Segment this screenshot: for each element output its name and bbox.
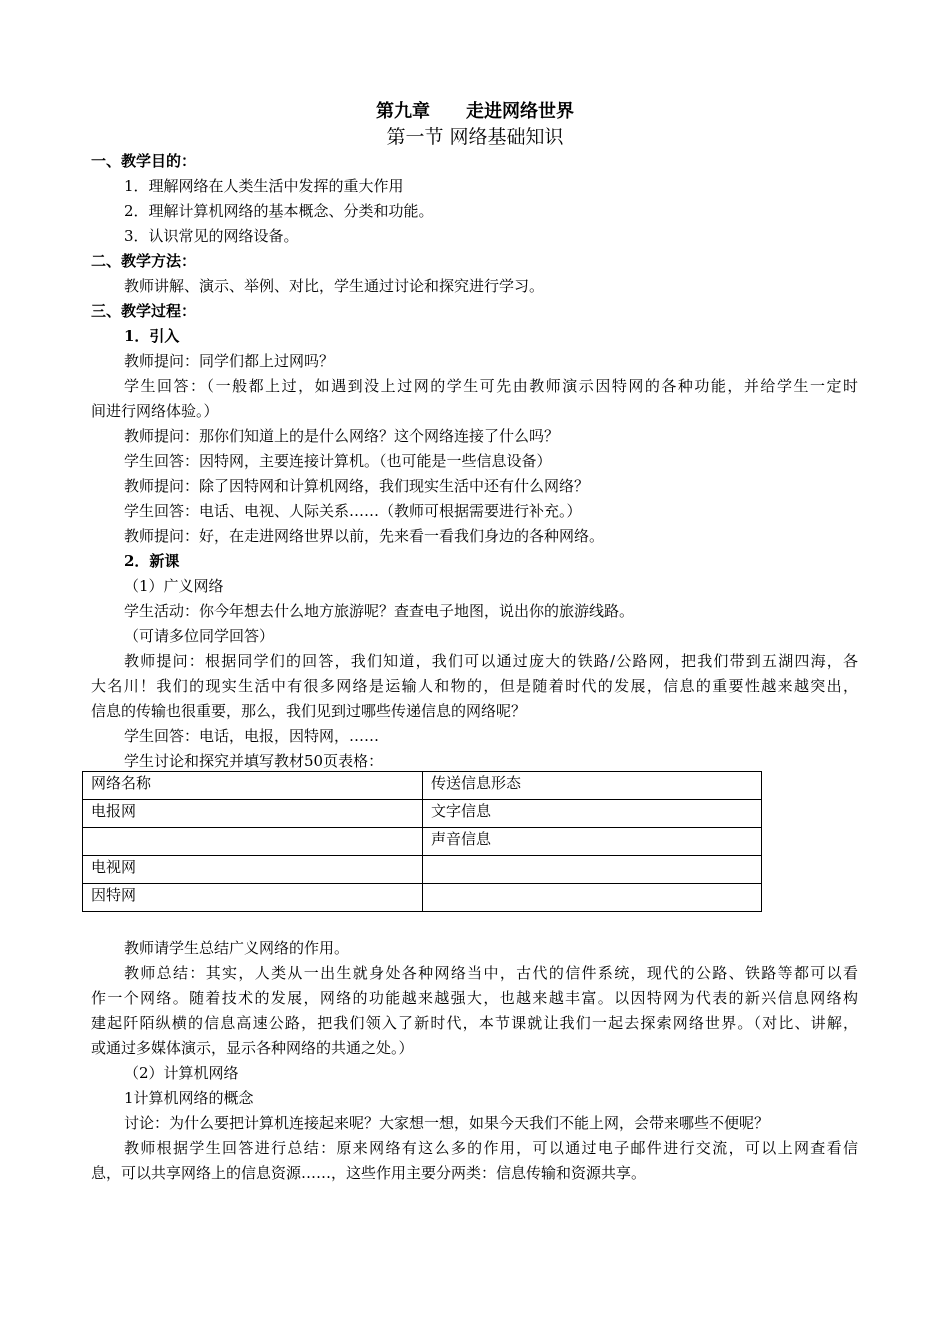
summary-line: 建起阡陌纵横的信息高速公路，把我们领入了新时代，本节课就让我们一起去探索网络世界。（对比、讲解， — [91, 1014, 858, 1032]
network-table — [82, 771, 762, 912]
intro-line: 学生回答：因特网，主要连接计算机。（也可能是一些信息设备） — [124, 452, 552, 470]
section-title: 第一节 网络基础知识 — [386, 126, 564, 148]
summary-line: 教师请学生总结广义网络的作用。 — [124, 939, 350, 957]
new-lesson-heading: 2．新课 — [124, 552, 180, 570]
methods-heading: 二、教学方法： — [91, 252, 197, 270]
goals-heading: 一、教学目的： — [91, 152, 197, 170]
computer-network-heading: （2）计算机网络 — [124, 1064, 239, 1082]
summary-line: 作一个网络。随着技术的发展，网络的功能越来越强大，也越来越丰富。以因特网为代表的新兴信息网络构 — [91, 989, 858, 1007]
table-cell — [83, 828, 423, 856]
computer-line: 息，可以共享网络上的信息资源……，这些作用主要分两类：信息传输和资源共享。 — [91, 1164, 647, 1182]
broad-line: 学生活动：你今年想去什么地方旅游呢？查查电子地图，说出你的旅游线路。 — [124, 602, 635, 620]
table-row — [83, 884, 762, 912]
intro-line: 教师提问：除了因特网和计算机网络，我们现实生活中还有什么网络？ — [124, 477, 590, 495]
intro-line: 学生回答：电话、电视、人际关系……（教师可根据需要进行补充。） — [124, 502, 582, 520]
table-cell: 电报网 — [83, 800, 423, 828]
intro-line: 学生回答：（一般都上过，如遇到没上过网的学生可先由教师演示因特网的各种功能，并给学生一定时 — [124, 377, 858, 395]
intro-line: 教师提问：好，在走进网络世界以前，先来看一看我们身边的各种网络。 — [124, 527, 605, 545]
table-header-cell: 传送信息形态 — [423, 772, 762, 800]
broad-line: 信息的传输也很重要，那么，我们见到过哪些传递信息的网络呢？ — [91, 702, 527, 720]
goal-item: 1．理解网络在人类生活中发挥的重大作用 — [124, 177, 404, 195]
table-row — [83, 828, 762, 856]
methods-text: 教师讲解、演示、举例、对比，学生通过讨论和探究进行学习。 — [124, 277, 545, 295]
goal-item: 2．理解计算机网络的基本概念、分类和功能。 — [124, 202, 434, 220]
computer-line: 1计算机网络的概念 — [124, 1089, 254, 1107]
table-header-row — [83, 772, 762, 800]
table-cell: 文字信息 — [423, 800, 762, 828]
computer-line: 教师根据学生回答进行总结：原来网络有这么多的作用，可以通过电子邮件进行交流，可以上网查看信 — [124, 1139, 858, 1157]
table-cell: 声音信息 — [423, 828, 762, 856]
table-cell — [423, 856, 762, 884]
table-cell — [423, 884, 762, 912]
summary-line: 教师总结：其实，人类从一出生就身处各种网络当中，古代的信件系统，现代的公路、铁路等都可以看 — [124, 964, 858, 982]
chapter-title — [0, 100, 950, 124]
table-header-cell: 网络名称 — [83, 772, 423, 800]
intro-heading: 1．引入 — [124, 327, 180, 345]
chapter-name: 走进网络世界 — [466, 101, 574, 122]
broad-line: 教师提问：根据同学们的回答，我们知道，我们可以通过庞大的铁路/公路网，把我们带到五湖四海，各 — [124, 652, 858, 670]
table-cell: 因特网 — [83, 884, 423, 912]
broad-line: 学生回答：电话，电报，因特网，…… — [124, 727, 380, 745]
table-cell: 电视网 — [83, 856, 423, 884]
intro-line: 教师提问：那你们知道上的是什么网络？这个网络连接了什么吗？ — [124, 427, 560, 445]
broad-line: （可请多位同学回答） — [124, 627, 275, 645]
summary-line: 或通过多媒体演示，显示各种网络的共通之处。） — [91, 1039, 414, 1057]
broad-network-heading: （1）广义网络 — [124, 577, 224, 595]
table-row — [83, 800, 762, 828]
intro-line: 间进行网络体验。） — [91, 402, 219, 420]
chapter-number: 第九章 — [376, 101, 430, 122]
goal-item: 3．认识常见的网络设备。 — [124, 227, 299, 245]
table-row — [83, 856, 762, 884]
intro-line: 教师提问：同学们都上过网吗？ — [124, 352, 335, 370]
broad-line: 大名川！我们的现实生活中有很多网络是运输人和物的，但是随着时代的发展，信息的重要性越来越突出， — [91, 677, 858, 695]
computer-line: 讨论：为什么要把计算机连接起来呢？大家想一想，如果今天我们不能上网，会带来哪些不便呢？ — [124, 1114, 770, 1132]
broad-line: 学生讨论和探究并填写教材50页表格： — [124, 752, 384, 770]
process-heading: 三、教学过程： — [91, 302, 197, 320]
